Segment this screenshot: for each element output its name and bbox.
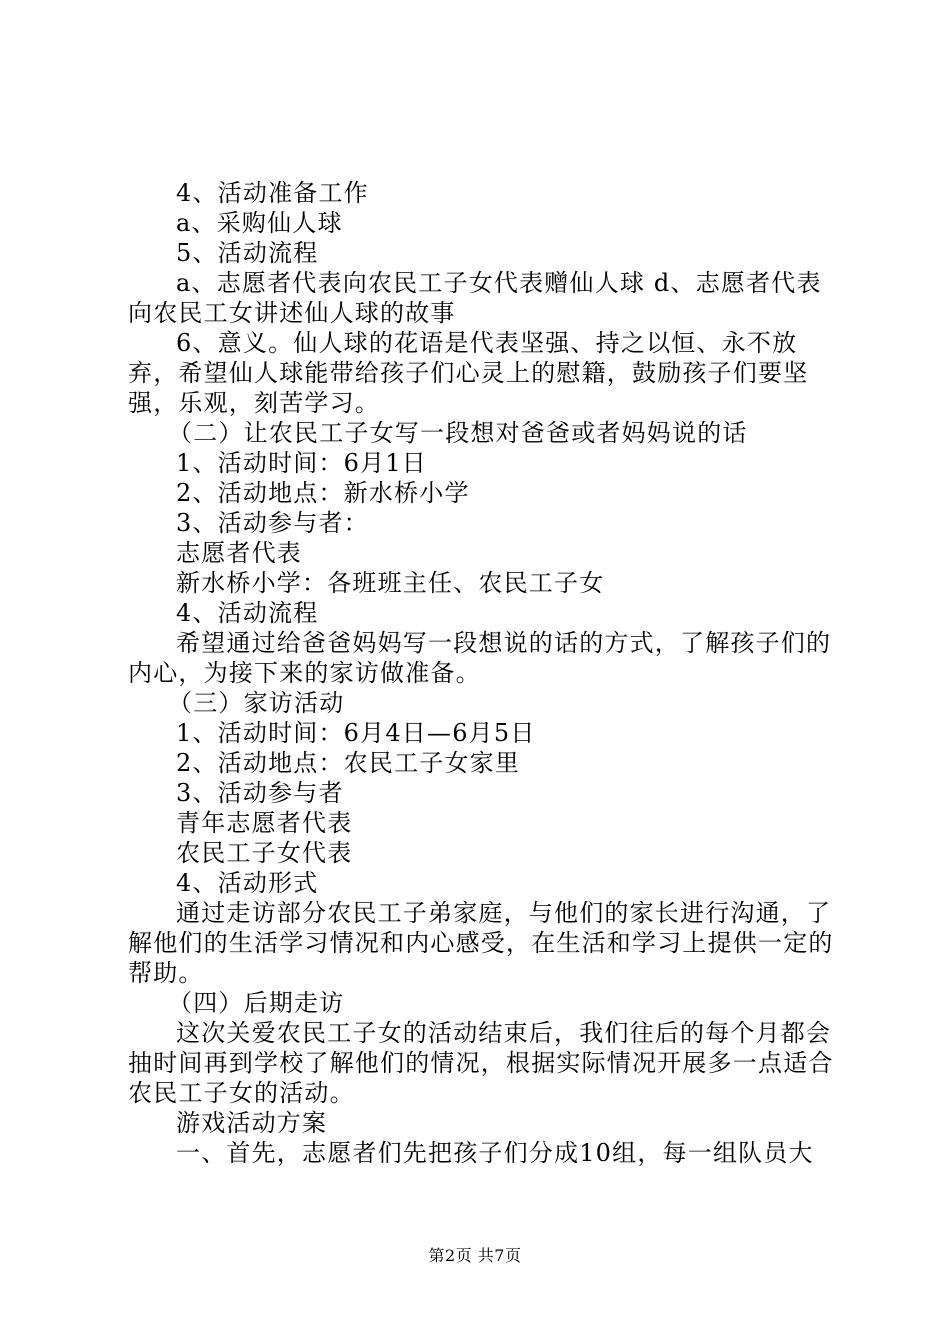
paragraph: 这次关爱农民工子女的活动结束后，我们往后的每个月都会抽时间再到学校了解他们的情况，根据实际情况开展多一点适合农民工子女的活动。	[128, 1019, 834, 1107]
document-body	[128, 178, 834, 1168]
paragraph: 通过走访部分农民工子弟家庭，与他们的家长进行沟通，了解他们的生活学习情况和内心感受，在生活和学习上提供一定的帮助。	[128, 899, 834, 987]
paragraph: 6、意义。仙人球的花语是代表坚强、持之以恒、永不放弃，希望仙人球能带给孩子们心灵上的慰籍，鼓励孩子们要坚强，乐观，刻苦学习。	[128, 329, 809, 417]
paragraph: 5、活动流程	[176, 239, 319, 267]
paragraph: 3、活动参与者：	[176, 509, 369, 537]
paragraph: 新水桥小学：各班班主任、农民工子女	[176, 569, 605, 597]
paragraph: 1、活动时间：6月4日—6月5日	[176, 719, 536, 747]
paragraph: （二）让农民工子女写一段想对爸爸或者妈妈说的话	[168, 419, 748, 447]
paragraph: （三）家访活动	[168, 689, 345, 717]
paragraph: （四）后期走访	[168, 989, 345, 1017]
paragraph: 希望通过给爸爸妈妈写一段想说的话的方式，了解孩子们的内心，为接下来的家访做准备。	[128, 629, 832, 687]
paragraph: 2、活动地点：农民工子女家里	[176, 749, 521, 777]
paragraph: 4、活动形式	[176, 869, 319, 897]
paragraph: 一、首先，志愿者们先把孩子们分成10组，每一组队员大	[176, 1139, 814, 1167]
page-number-footer: 第2页 共7页	[428, 1246, 522, 1265]
paragraph: a、志愿者代表向农民工子女代表赠仙人球 d、志愿者代表向农民工女讲述仙人球的故事	[128, 269, 822, 327]
paragraph: 3、活动参与者	[176, 779, 344, 807]
paragraph: 2、活动地点：新水桥小学	[176, 479, 470, 507]
paragraph: 4、活动准备工作	[176, 179, 369, 207]
paragraph: 农民工子女代表	[176, 839, 353, 867]
paragraph: 4、活动流程	[176, 599, 319, 627]
paragraph: 志愿者代表	[176, 539, 302, 567]
paragraph: 1、活动时间：6月1日	[176, 449, 428, 477]
paragraph: a、采购仙人球	[176, 209, 343, 237]
paragraph: 青年志愿者代表	[176, 809, 353, 837]
paragraph: 游戏活动方案	[176, 1109, 328, 1137]
